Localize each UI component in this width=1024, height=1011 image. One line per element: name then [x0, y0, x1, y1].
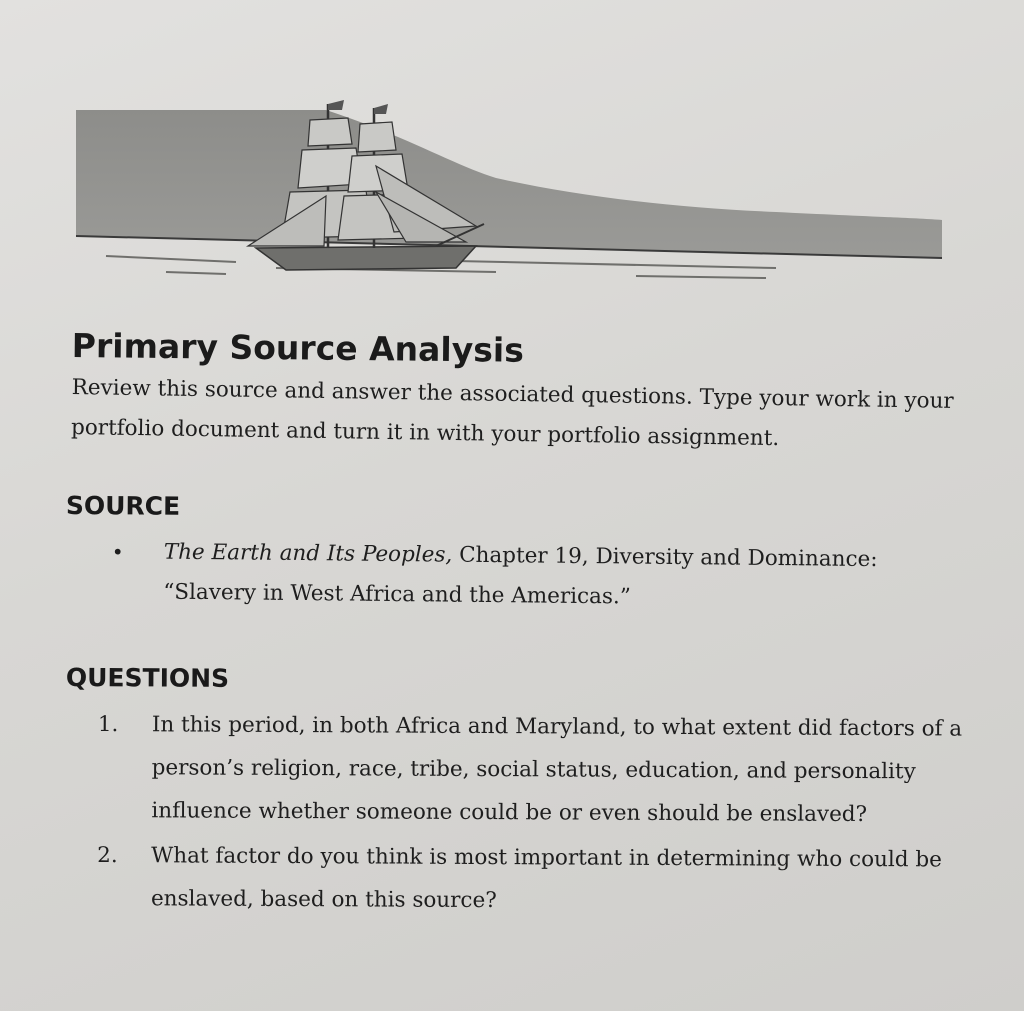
question-item: [97, 834, 967, 925]
page-title: Primary Source Analysis: [71, 326, 525, 370]
ship-banner-illustration: [76, 96, 946, 286]
instructions-paragraph: Review this source and answer the associated questions. Type your work in your portfolio document and turn it in with your portfolio assignment.: [70, 374, 954, 452]
source-section-title: SOURCE: [65, 491, 181, 521]
source-book-title: The Earth and Its Peoples,: [163, 539, 453, 568]
questions-list: [97, 703, 968, 927]
source-chapter-text: Chapter 19, Diversity and Dominance: “Slavery in West Africa and the Americas.”: [163, 542, 878, 610]
bullet-icon: •: [111, 540, 124, 565]
question-number: 1.: [97, 711, 119, 738]
sea-band: [76, 110, 942, 258]
source-list: [107, 532, 968, 621]
questions-section-title: QUESTIONS: [65, 663, 230, 693]
question-text: In this period, in both Africa and Maryland, to what extent did factors of a person’s religion, race, tribe, social status, education, and personality influence whether someone could be or even should be enslaved?: [151, 712, 963, 828]
source-list-item: [107, 532, 968, 621]
question-text: What factor do you think is most important in determining who could be enslaved, based on this source?: [150, 843, 942, 914]
question-item: [97, 703, 968, 837]
question-number: 2.: [97, 842, 118, 869]
